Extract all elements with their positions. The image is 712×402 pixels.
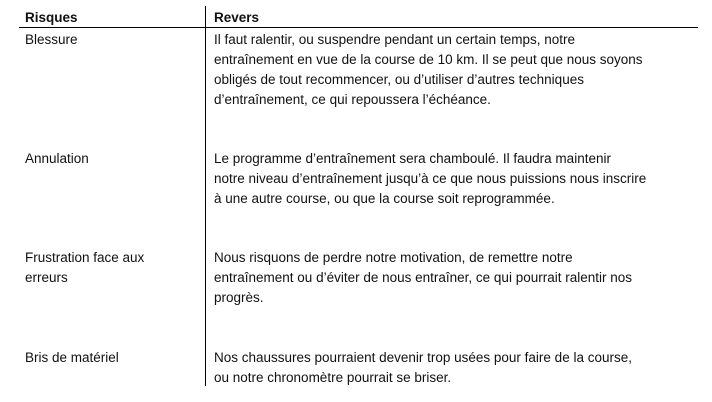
consequence-line: entraînement ou d’éviter de nous entraîner, ce qui pourrait ralentir nos [214, 270, 632, 285]
consequence-line: progrès. [214, 290, 264, 305]
consequence-line: ou notre chronomètre pourrait se briser. [214, 370, 452, 385]
consequence-line: Nos chaussures pourraient devenir trop usées pour faire de la course, [214, 350, 632, 365]
consequence-line: à une autre course, ou que la course soit reprogrammée. [214, 191, 555, 206]
consequence-line: obligés de tout recommencer, ou d’utiliser d’autres techniques [214, 72, 584, 87]
column-divider [205, 6, 206, 386]
risk-cell-frustration-cont: erreurs [25, 270, 68, 285]
risk-cell-blessure: Blessure [25, 32, 78, 47]
header-risques: Risques [25, 10, 78, 25]
header-divider [19, 27, 698, 28]
header-revers: Revers [214, 10, 260, 25]
consequence-line: Nous risquons de perdre notre motivation, de remettre notre [214, 250, 573, 265]
consequence-line: notre niveau d’entraînement jusqu’à ce que nous puissions nous inscrire [214, 171, 647, 186]
consequence-line: entraînement en vue de la course de 10 km. Il se peut que nous soyons [214, 52, 643, 67]
consequence-line: Il faut ralentir, ou suspendre pendant un certain temps, notre [214, 32, 575, 47]
risk-cell-frustration: Frustration face aux [25, 250, 145, 265]
risk-cell-bris: Bris de matériel [25, 350, 119, 365]
consequence-line: d’entraînement, ce qui repoussera l’échéance. [214, 92, 491, 107]
consequence-line: Le programme d’entraînement sera chamboulé. Il faudra maintenir [214, 151, 611, 166]
risk-cell-annulation: Annulation [25, 151, 89, 166]
